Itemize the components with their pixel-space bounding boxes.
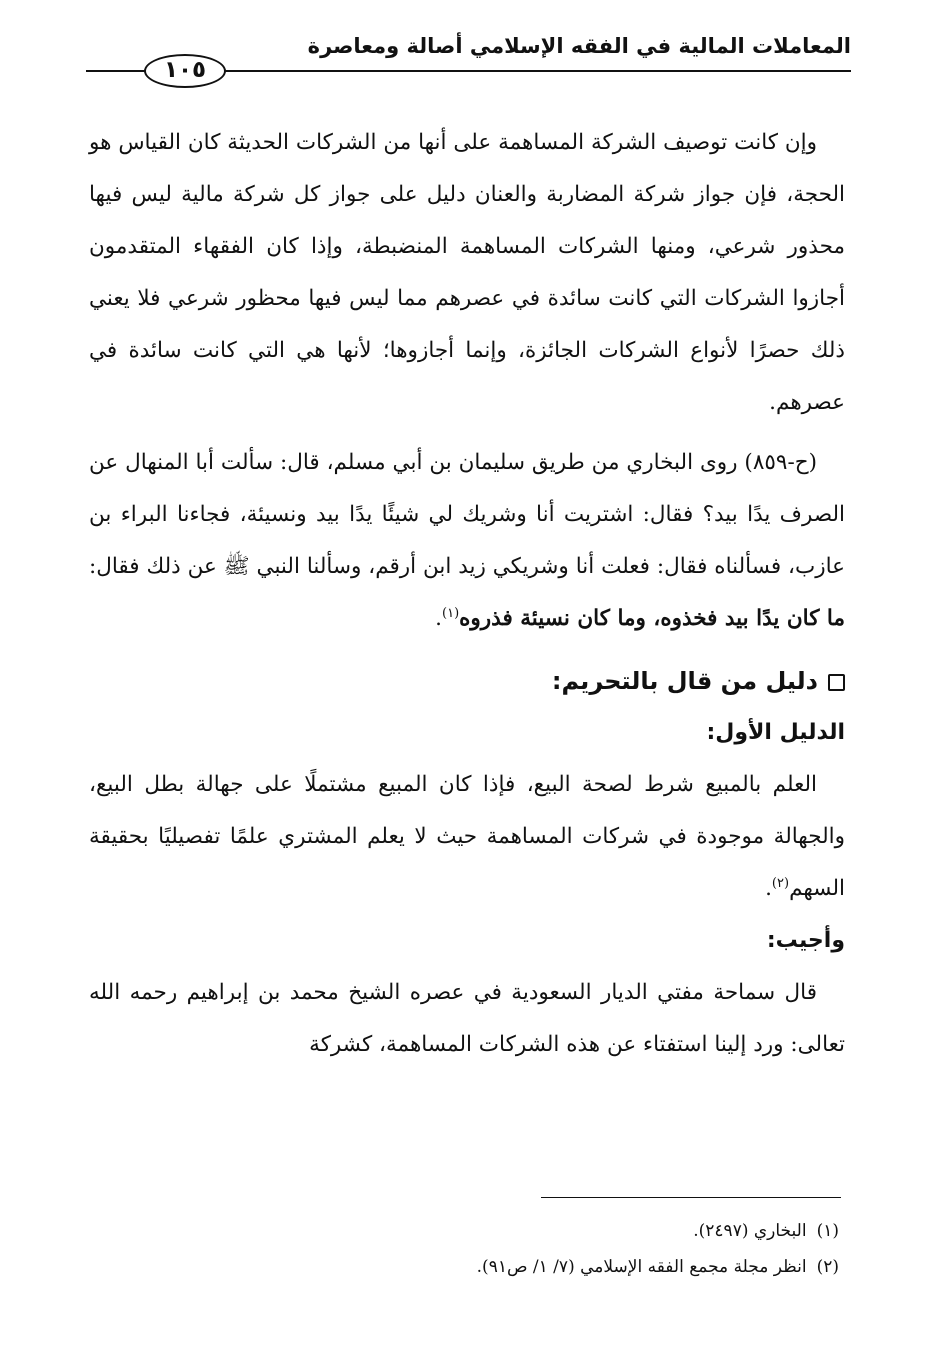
sub-heading-first-evidence: الدليل الأول:: [706, 720, 845, 745]
footnote-text: البخاري (٢٤٩٧).: [693, 1221, 807, 1241]
hadith-quote: ما كان يدًا بيد فخذوه، وما كان نسيئة فذروه: [459, 606, 845, 631]
checkbox-square-icon: [828, 674, 845, 691]
sub-heading-response: وأجيب:: [766, 928, 845, 953]
body-text: [89, 117, 845, 1071]
paragraph-shares-permissibility: وإن كانت توصيف الشركة المساهمة على أنها من الشركات الحديثة كان القياس هو الحجة، فإن جواز شركة المضاربة والعنان دليل على جواز كل شركة مالية ليس فيها محذور شرعي، ومنها الشركات المساهمة المنضبطة، وإذا كان الفقهاء المتقدمون أجازوا الشركات التي كانت سائدة في عصرهم مما ليس فيها محظور شرعي فلا يعني ذلك حصرًا لأنواع الشركات الجائزة، وإنما أجازوها؛ لأنها هي التي كانت سائدة في عصرهم.: [89, 130, 845, 415]
footnote-ref-2: (٢): [771, 875, 790, 891]
paragraph-hadith: [89, 437, 845, 645]
footnote-number: (١): [816, 1221, 839, 1241]
footnote-ref-1: (١): [442, 605, 460, 621]
hadith-narration: (ح-٨٥٩) روى البخاري من طريق سليمان بن أبي مسلم، قال: سألت أبا المنهال عن الصرف يدًا بيد؟ فقال: اشتريت أنا وشريك لي شيئًا يدًا بيد ونسيئة، فجاءنا البراء بن عازب، فسألناه فقال: فعلت أنا وشريكي زيد ابن أرقم، وسألنا النبي ﷺ عن ذلك فقال:: [89, 450, 845, 579]
footnote-text: انظر مجلة مجمع الفقه الإسلامي (٧/ ١/ ص٩١).: [476, 1257, 807, 1277]
running-title: المعاملات المالية في الفقه الإسلامي أصالة ومعاصرة: [307, 34, 851, 58]
paragraph-end-mark: .: [435, 606, 443, 631]
section-heading-text: دليل من قال بالتحريم:: [551, 667, 818, 695]
footnote-number: (٢): [816, 1257, 839, 1277]
section-heading: [89, 655, 845, 707]
first-evidence-text: العلم بالمبيع شرط لصحة البيع، فإذا كان المبيع مشتملًا على جهالة بطل البيع، والجهالة موجودة في شركات المساهمة حيث لا يعلم المشتري علمًا تفصيليًا بحقيقة السهم: [89, 772, 845, 901]
footnote-item: [99, 1213, 839, 1249]
footnote-rule: [541, 1197, 841, 1198]
paragraph-first-evidence: [89, 759, 845, 915]
page-number: ١٠٥: [144, 54, 226, 88]
paragraph-response: قال سماحة مفتي الديار السعودية في عصره الشيخ محمد بن إبراهيم رحمه الله تعالى: ورد إلينا استفتاء عن هذه الشركات المساهمة، كشركة: [89, 980, 845, 1057]
footnote-item: [99, 1249, 839, 1285]
paragraph-end-mark: .: [765, 876, 772, 901]
footnotes: [99, 1213, 839, 1285]
